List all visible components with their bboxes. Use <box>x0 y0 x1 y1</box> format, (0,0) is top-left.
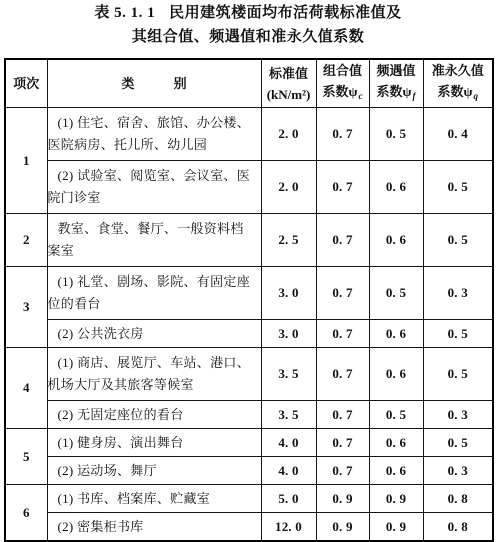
category-text-line: 位的看台 <box>47 296 101 311</box>
category-text-line: 案室 <box>47 243 75 258</box>
cell-frequent-coef: 0. 5 <box>369 267 423 320</box>
category-text-line: (2) 公共洗衣房 <box>57 325 144 341</box>
cell-quasi-permanent-coef: 0. 5 <box>423 429 493 457</box>
header-combination-symbol: 系数ψ <box>322 84 358 99</box>
cell-quasi-permanent-coef: 0. 5 <box>423 161 493 214</box>
cell-combination-coef: 0. 9 <box>316 513 369 542</box>
cell-standard-value: 2. 5 <box>261 214 316 267</box>
category-text-line: (1) 商店、展览厅、车站、港口、 <box>57 355 251 370</box>
cell-category <box>47 161 261 214</box>
category-text-line: (2) 试验室、阅览室、会议室、医 <box>57 168 251 183</box>
header-frequent-subscript: f <box>412 91 416 101</box>
cell-category <box>47 267 261 320</box>
cell-item-no: 6 <box>5 485 47 542</box>
category-text-line: (2) 无固定座位的看台 <box>57 406 184 422</box>
header-frequent-line-1: 频遇值 <box>376 63 416 78</box>
cell-item-no: 4 <box>5 348 47 429</box>
header-standard-line-1: 标准值 <box>268 65 308 81</box>
cell-category <box>47 108 261 161</box>
cell-item-no: 3 <box>5 267 47 348</box>
cell-frequent-coef: 0. 9 <box>369 485 423 513</box>
cell-frequent-coef: 0. 6 <box>369 348 423 401</box>
cell-category <box>47 320 261 348</box>
cell-combination-coef: 0. 7 <box>316 161 369 214</box>
cell-item-no: 5 <box>5 429 47 485</box>
cell-combination-coef: 0. 7 <box>316 401 369 429</box>
category-text-line: (1) 健身房、演出舞台 <box>57 434 184 450</box>
cell-quasi-permanent-coef: 0. 3 <box>423 401 493 429</box>
table-row <box>5 401 493 429</box>
table-title <box>0 1 496 49</box>
table-row <box>5 267 493 320</box>
cell-quasi-permanent-coef: 0. 4 <box>423 108 493 161</box>
cell-combination-coef: 0. 7 <box>316 214 369 267</box>
header-frequent-symbol: 系数ψ <box>376 84 412 99</box>
cell-item-no: 2 <box>5 214 47 267</box>
category-text-line: (1) 住宅、宿舍、旅馆、办公楼、 <box>57 115 251 130</box>
category-text-line: (2) 密集柜书库 <box>57 518 144 534</box>
header-quasi-permanent-coef <box>423 59 493 108</box>
table-title-line-1 <box>0 1 496 25</box>
table-row <box>5 429 493 457</box>
header-category <box>47 59 261 108</box>
cell-frequent-coef: 0. 9 <box>369 513 423 542</box>
cell-category <box>47 348 261 401</box>
cell-quasi-permanent-coef: 0. 3 <box>423 267 493 320</box>
table-row <box>5 457 493 485</box>
cell-quasi-permanent-coef: 0. 5 <box>423 348 493 401</box>
table-row <box>5 513 493 542</box>
cell-frequent-coef: 0. 5 <box>369 401 423 429</box>
cell-standard-value: 2. 0 <box>261 161 316 214</box>
cell-standard-value: 4. 0 <box>261 457 316 485</box>
header-frequent-coef <box>369 59 423 108</box>
cell-category <box>47 513 261 542</box>
cell-category <box>47 457 261 485</box>
cell-standard-value: 3. 0 <box>261 320 316 348</box>
cell-quasi-permanent-coef: 0. 8 <box>423 485 493 513</box>
header-item-no: 项次 <box>5 59 47 108</box>
cell-frequent-coef: 0. 6 <box>369 320 423 348</box>
cell-standard-value: 5. 0 <box>261 485 316 513</box>
header-quasi-permanent-line-1: 准永久值 <box>431 63 484 78</box>
cell-standard-value: 3. 5 <box>261 348 316 401</box>
cell-quasi-permanent-coef: 0. 8 <box>423 513 493 542</box>
cell-combination-coef: 0. 7 <box>316 429 369 457</box>
header-quasi-permanent-line-2 <box>424 81 493 107</box>
table-body <box>5 108 493 542</box>
cell-quasi-permanent-coef: 0. 5 <box>423 320 493 348</box>
cell-frequent-coef: 0. 6 <box>369 214 423 267</box>
header-frequent-line-2 <box>370 81 423 107</box>
category-text-line: (2) 运动场、舞厅 <box>57 462 157 478</box>
cell-combination-coef: 0. 7 <box>316 348 369 401</box>
cell-standard-value: 4. 0 <box>261 429 316 457</box>
header-standard-line-2: (kN/m²) <box>266 86 311 102</box>
table-row <box>5 108 493 161</box>
header-category-label: 类 别 <box>121 76 187 91</box>
table-row <box>5 214 493 267</box>
cell-category <box>47 429 261 457</box>
cell-combination-coef: 0. 9 <box>316 485 369 513</box>
header-quasi-permanent-symbol: 系数ψ <box>437 84 473 99</box>
cell-standard-value: 3. 0 <box>261 267 316 320</box>
category-text-line: 院门诊室 <box>47 190 101 205</box>
cell-frequent-coef: 0. 5 <box>369 108 423 161</box>
header-combination-coef <box>316 59 369 108</box>
header-standard-value <box>261 59 316 108</box>
cell-standard-value: 12. 0 <box>261 513 316 542</box>
cell-combination-coef: 0. 7 <box>316 267 369 320</box>
header-row <box>5 59 493 108</box>
cell-standard-value: 2. 0 <box>261 108 316 161</box>
cell-frequent-coef: 0. 6 <box>369 161 423 214</box>
table-row <box>5 348 493 401</box>
header-combination-line-2 <box>317 81 369 107</box>
cell-quasi-permanent-coef: 0. 5 <box>423 214 493 267</box>
table-title-line-2: 其组合值、频遇值和准永久值系数 <box>131 29 365 45</box>
cell-combination-coef: 0. 7 <box>316 108 369 161</box>
table-row <box>5 320 493 348</box>
category-text-line: (1) 书库、档案库、贮藏室 <box>57 490 211 506</box>
category-text-line: 教室、食堂、餐厅、一般资料档 <box>57 221 244 236</box>
category-text-line: 机场大厅及其旅客等候室 <box>47 377 194 392</box>
table-row <box>5 161 493 214</box>
table-row <box>5 485 493 513</box>
category-text-line: (1) 礼堂、剧场、影院、有固定座 <box>57 274 251 289</box>
category-text-line: 医院病房、托儿所、幼儿园 <box>47 137 208 152</box>
table-number: 表 5. 1. 1 <box>94 5 156 21</box>
table-title-text-1: 民用建筑楼面均布活荷载标准值及 <box>169 5 402 21</box>
cell-category <box>47 485 261 513</box>
cell-quasi-permanent-coef: 0. 3 <box>423 457 493 485</box>
cell-frequent-coef: 0. 6 <box>369 457 423 485</box>
cell-frequent-coef: 0. 6 <box>369 429 423 457</box>
cell-combination-coef: 0. 7 <box>316 320 369 348</box>
load-table <box>4 58 494 542</box>
header-quasi-permanent-subscript: q <box>473 91 478 101</box>
cell-category <box>47 214 261 267</box>
header-combination-subscript: c <box>358 91 363 101</box>
cell-standard-value: 3. 5 <box>261 401 316 429</box>
cell-category <box>47 401 261 429</box>
cell-combination-coef: 0. 7 <box>316 457 369 485</box>
cell-item-no: 1 <box>5 108 47 214</box>
header-combination-line-1: 组合值 <box>322 63 362 78</box>
